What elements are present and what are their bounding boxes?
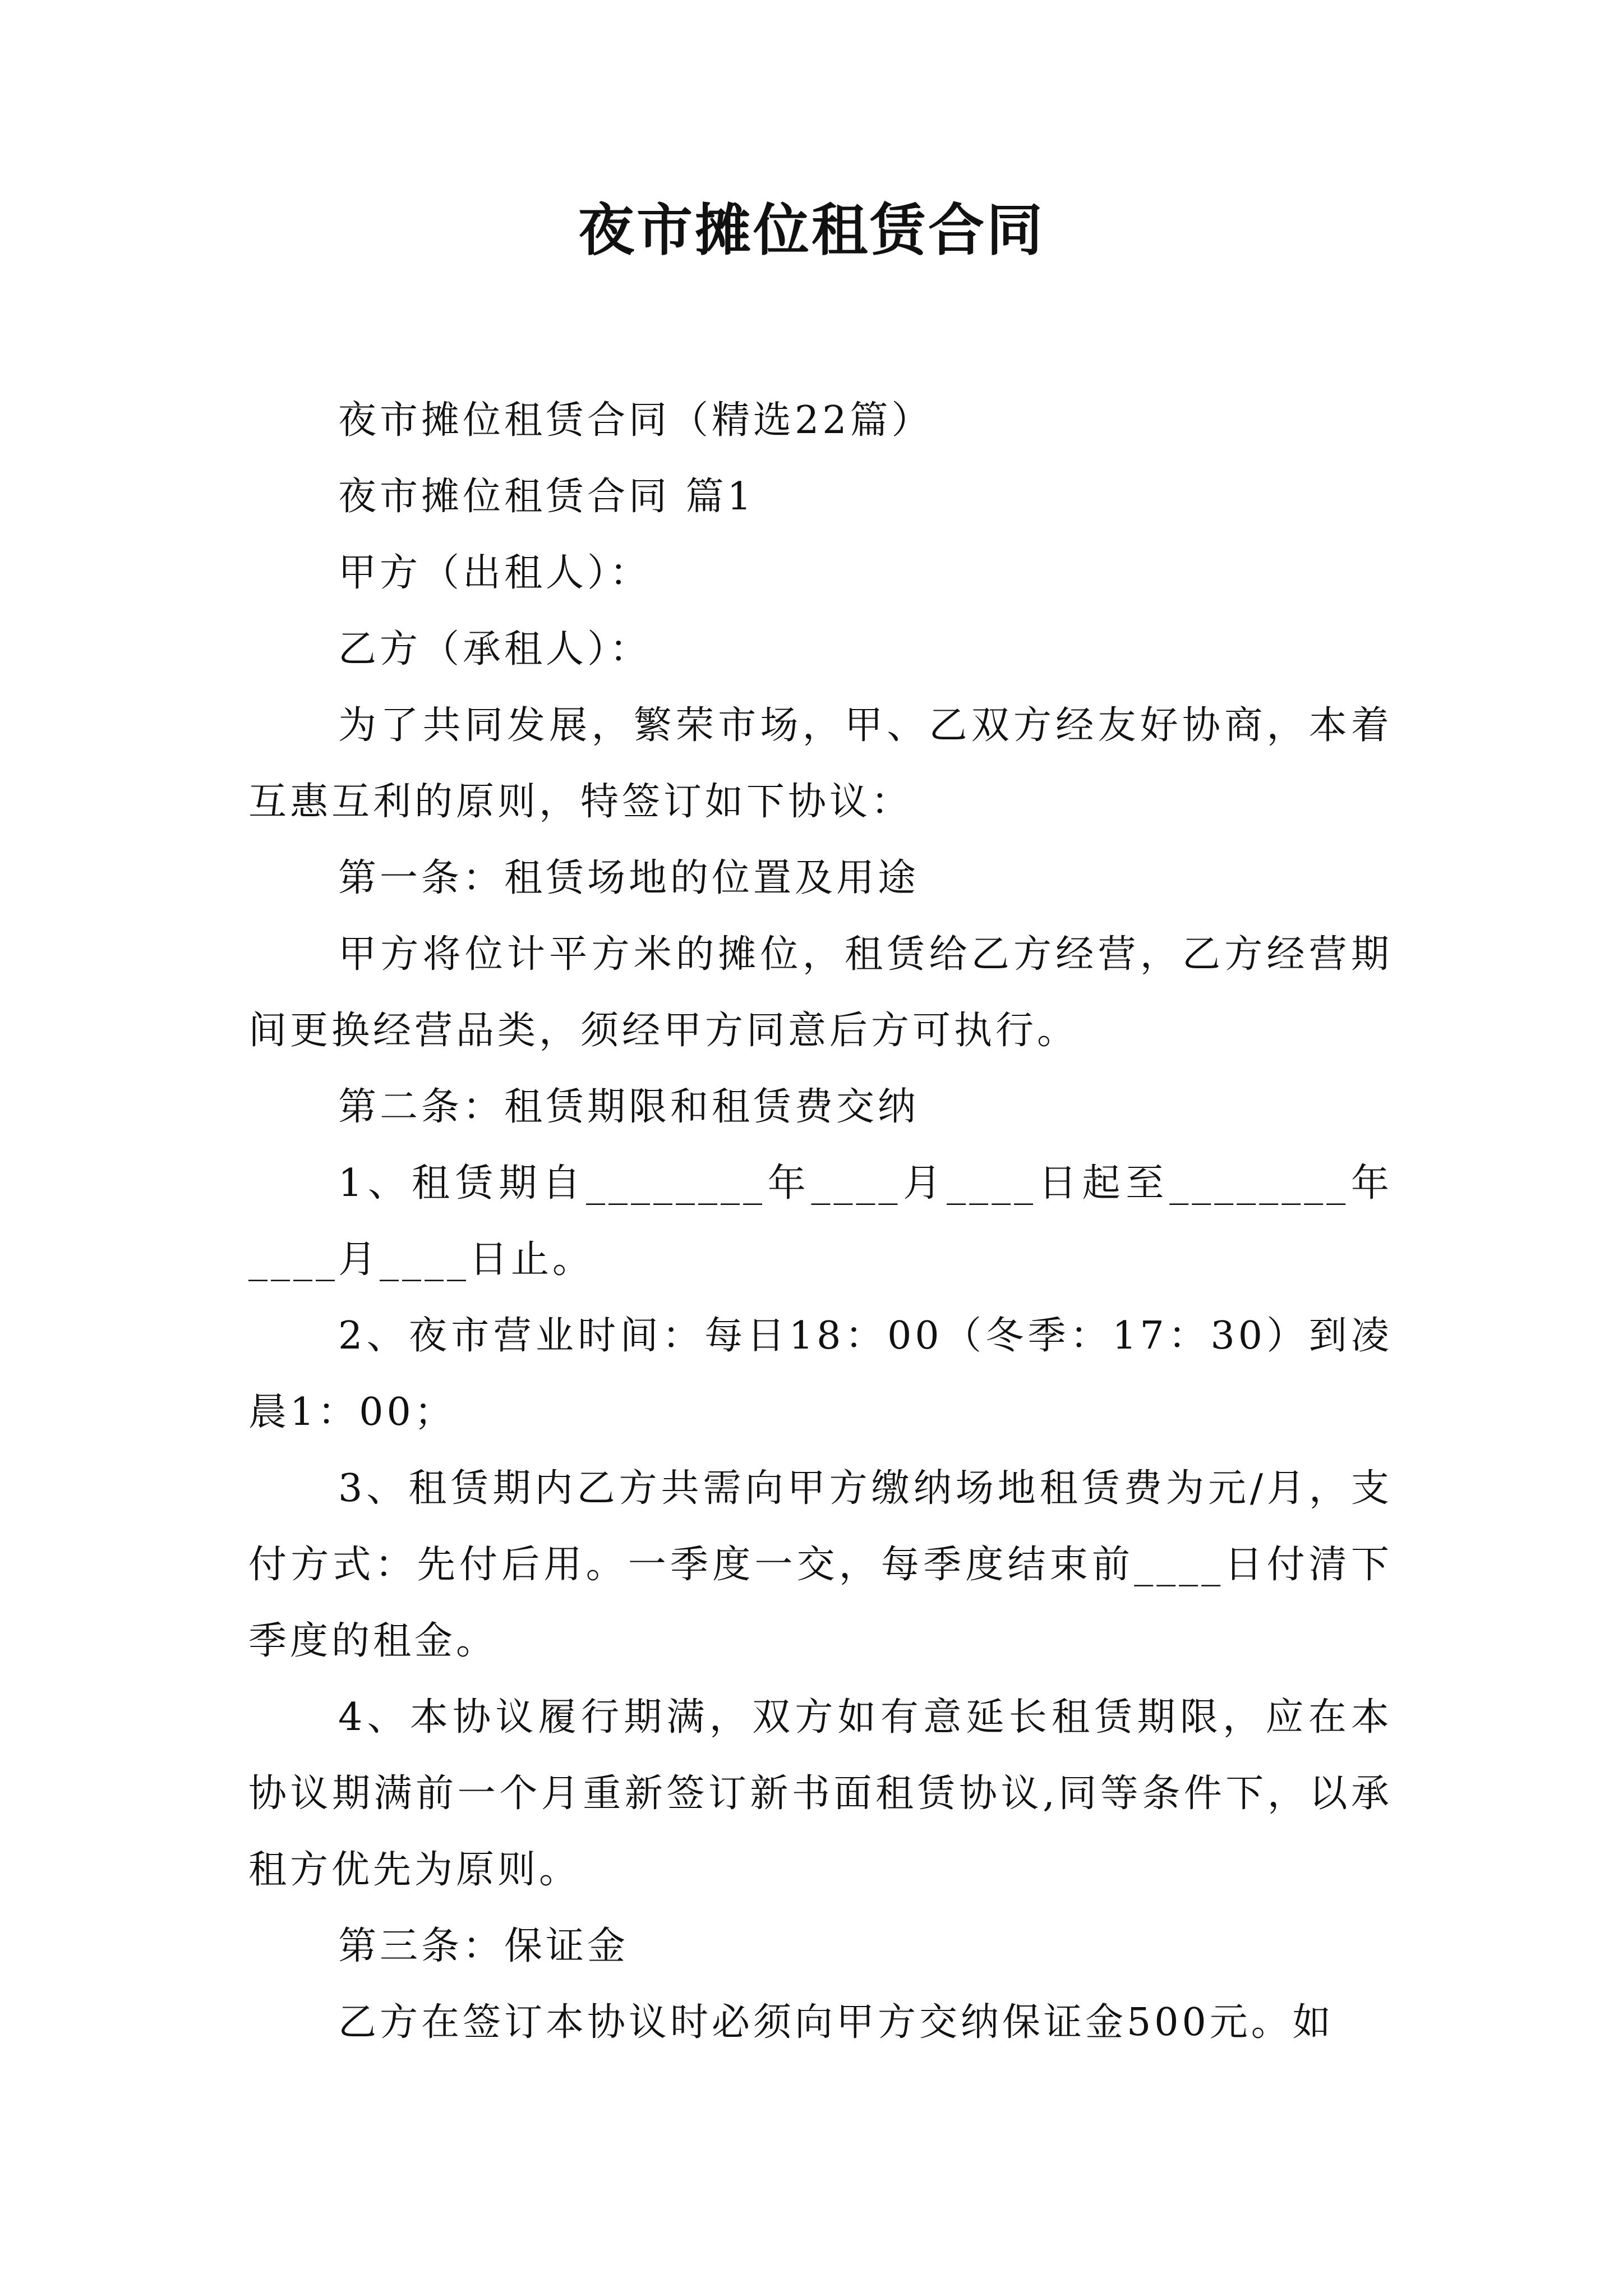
paragraph-article-1-heading: 第一条：租赁场地的位置及用途 [338,856,920,900]
document-body [248,383,1393,2061]
paragraph-preamble: 为了共同发展，繁荣市场，甲、乙双方经友好协商，本着互惠互利的原则，特签订如下协议： [248,703,1393,824]
paragraph-article-2-heading: 第二条：租赁期限和租赁费交纳 [338,1085,920,1129]
document-title: 夜市摊位租赁合同 [578,197,1045,263]
paragraph-article-3-heading: 第三条：保证金 [338,1924,629,1968]
paragraph-article-1-body: 甲方将位计平方米的摊位，租赁给乙方经营，乙方经营期间更换经营品类，须经甲方同意后方可执行。 [248,932,1393,1053]
paragraph-lease-term: 1、租赁期自________年____月____日起至________年____月____日止。 [248,1161,1393,1282]
paragraph-renewal: 4、本协议履行期满，双方如有意延长租赁期限，应在本协议期满前一个月重新签订新书面租赁协议,同等条件下，以承租方优先为原则。 [248,1695,1393,1892]
paragraph-section-heading: 夜市摊位租赁合同 篇1 [338,475,755,519]
paragraph-subtitle: 夜市摊位租赁合同（精选22篇） [338,398,933,443]
paragraph-rent-payment: 3、租赁期内乙方共需向甲方缴纳场地租赁费为元/月，支付方式：先付后用。一季度一交，每季度结束前____日付清下季度的租金。 [248,1466,1393,1663]
paragraph-business-hours: 2、夜市营业时间：每日18：00（冬季：17：30）到凌晨1：00； [248,1314,1393,1434]
paragraph-party-a: 甲方（出租人）： [338,551,652,595]
paragraph-party-b: 乙方（承租人）： [338,627,652,671]
paragraph-deposit: 乙方在签订本协议时必须向甲方交纳保证金500元。如 [338,2000,1334,2045]
